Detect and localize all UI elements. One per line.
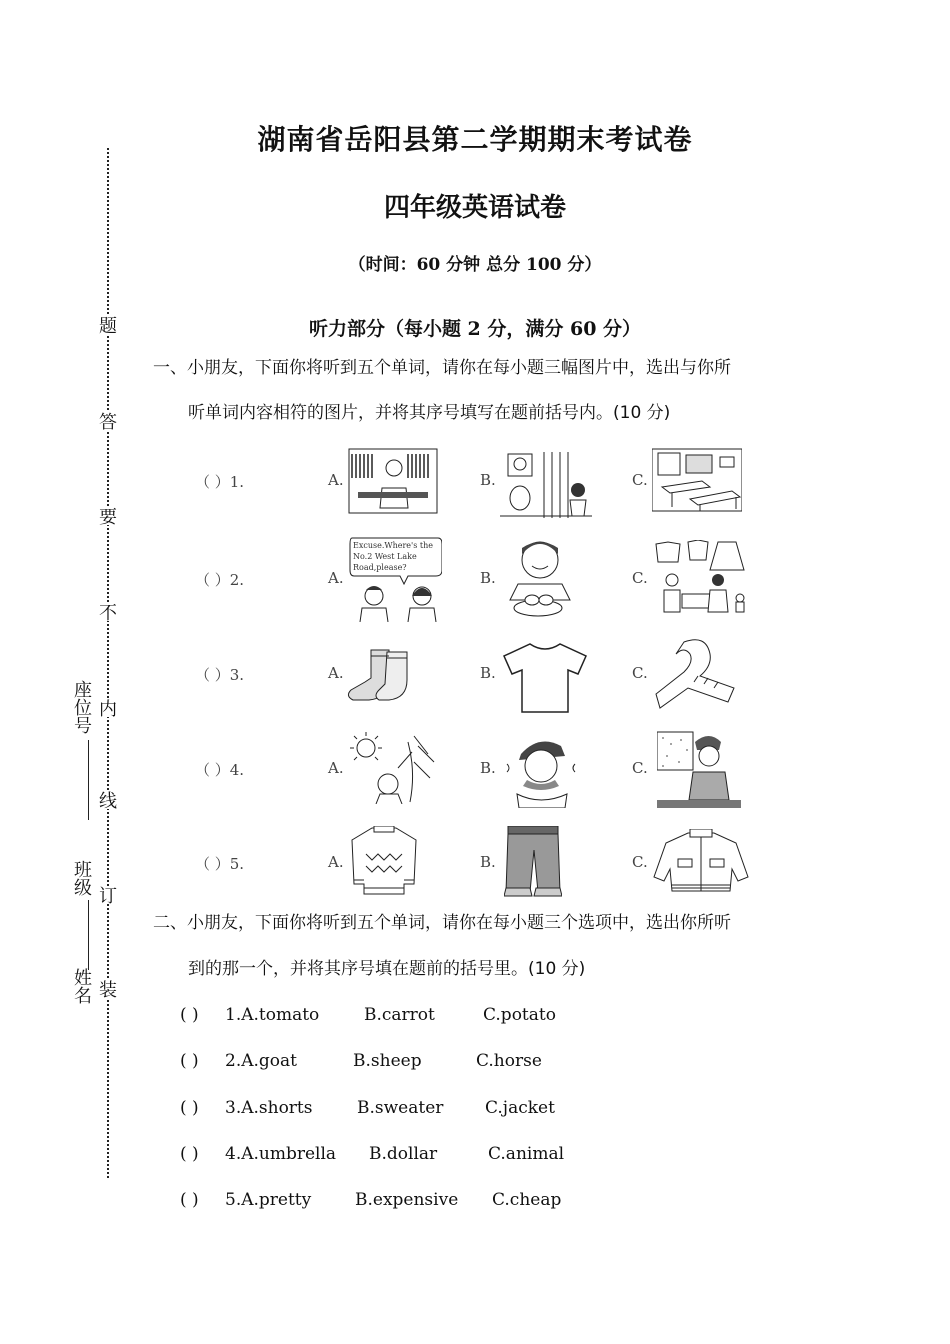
q5-option-c-label: C.: [632, 853, 648, 871]
name-label: 姓名: [71, 968, 92, 1004]
q2-item-2-b: B.sheep: [353, 1051, 422, 1071]
q4-option-b-label: B.: [480, 759, 496, 777]
q2-option-b-label: B.: [480, 569, 496, 587]
q2-item-4-a: 4.A.umbrella: [225, 1144, 337, 1164]
washing-clothes-image[interactable]: [496, 536, 580, 622]
margin-char-da: 答: [93, 412, 119, 430]
q2-item-3-a: 3.A.shorts: [225, 1098, 313, 1118]
q2-label[interactable]: （ ）2.: [195, 571, 245, 589]
q1-label[interactable]: （ ）1.: [195, 473, 245, 491]
seat-label: 座位号: [71, 680, 92, 734]
library-reading-image[interactable]: [348, 448, 438, 514]
q2-item-5-c: C.cheap: [492, 1190, 562, 1210]
q2-item-5-paren[interactable]: ( ): [180, 1190, 199, 1210]
q2-item-4-c: C.animal: [488, 1144, 565, 1164]
sweater-image[interactable]: [350, 826, 418, 896]
q3-option-c-label: C.: [632, 664, 648, 682]
q2-item-3-paren[interactable]: ( ): [180, 1098, 199, 1118]
jacket-image[interactable]: [652, 829, 750, 895]
q2-item-3-c: C.jacket: [485, 1098, 555, 1118]
snowy-window-image[interactable]: [657, 730, 741, 808]
hot-sunny-image[interactable]: [348, 732, 438, 804]
class-underline[interactable]: [88, 900, 89, 970]
speech-bubble-text: Excuse.Where's the No.2 West Lake Road,please?: [353, 541, 433, 572]
q3-option-b-label: B.: [480, 664, 496, 682]
q2-item-4-b: B.dollar: [369, 1144, 438, 1164]
q5-option-b-label: B.: [480, 853, 496, 871]
time-info: （时间：60 分钟 总分 100 分）: [348, 255, 602, 275]
trousers-image[interactable]: [504, 826, 562, 898]
exam-subtitle: 四年级英语试卷: [383, 193, 566, 223]
q2-item-2-a: 2.A.goat: [225, 1051, 297, 1071]
margin-char-zhuang: 装: [93, 980, 119, 998]
margin-char-ti: 题: [93, 316, 119, 334]
q3-label[interactable]: （ ）3.: [195, 666, 245, 684]
class-label: 班级: [71, 860, 92, 896]
margin-char-bu: 不: [93, 603, 119, 621]
clothes-shop-image[interactable]: [652, 540, 748, 616]
q2-option-c-label: C.: [632, 569, 648, 587]
q1-option-a-label: A.: [328, 471, 344, 489]
margin-char-yao: 要: [93, 507, 119, 525]
art-class-image[interactable]: [500, 452, 592, 518]
q5-label[interactable]: （ ）5.: [195, 855, 245, 873]
margin-char-ding: 订: [93, 886, 119, 904]
q2-item-1-c: C.potato: [483, 1005, 556, 1025]
part2-instruction-1: 二、小朋友，下面你将听到五个单词，请你在每小题三个选项中，选出你所听: [153, 913, 731, 933]
socks-image[interactable]: [345, 648, 411, 704]
scarf-image[interactable]: [654, 638, 740, 714]
q1-option-c-label: C.: [632, 471, 648, 489]
seat-underline[interactable]: [88, 740, 89, 820]
margin-char-nei: 内: [93, 699, 119, 717]
q4-label[interactable]: （ ）4.: [195, 761, 245, 779]
q2-item-2-c: C.horse: [476, 1051, 542, 1071]
q2-item-5-a: 5.A.pretty: [225, 1190, 312, 1210]
part1-instruction-2: 听单词内容相符的图片，并将其序号填写在题前括号内。(10 分): [188, 403, 671, 423]
q4-option-a-label: A.: [328, 759, 344, 777]
part1-instruction-1: 一、小朋友，下面你将听到五个单词，请你在每小题三幅图片中，选出与你所: [153, 358, 731, 378]
q4-option-c-label: C.: [632, 759, 648, 777]
q3-option-a-label: A.: [328, 664, 344, 682]
exam-title: 湖南省岳阳县第二学期期末考试卷: [257, 123, 693, 156]
classroom-image[interactable]: [652, 447, 742, 513]
q5-option-a-label: A.: [328, 853, 344, 871]
q2-item-1-a: 1.A.tomato: [225, 1005, 320, 1025]
binding-dotted-line: [107, 148, 109, 1178]
listening-heading: 听力部分（每小题 2 分，满分 60 分）: [308, 318, 642, 340]
q2-item-5-b: B.expensive: [355, 1190, 459, 1210]
cold-child-image[interactable]: [503, 734, 581, 808]
q2-option-a-label: A.: [328, 569, 344, 587]
q2-item-1-paren[interactable]: ( ): [180, 1005, 199, 1025]
q2-item-3-b: B.sweater: [357, 1098, 444, 1118]
margin-char-xian: 线: [93, 791, 119, 809]
q2-item-1-b: B.carrot: [364, 1005, 435, 1025]
q1-option-b-label: B.: [480, 471, 496, 489]
q2-item-4-paren[interactable]: ( ): [180, 1144, 199, 1164]
tshirt-image[interactable]: [502, 642, 588, 714]
part2-instruction-2: 到的那一个，并将其序号填在题前的括号里。(10 分): [188, 959, 586, 979]
q2-item-2-paren[interactable]: ( ): [180, 1051, 199, 1071]
